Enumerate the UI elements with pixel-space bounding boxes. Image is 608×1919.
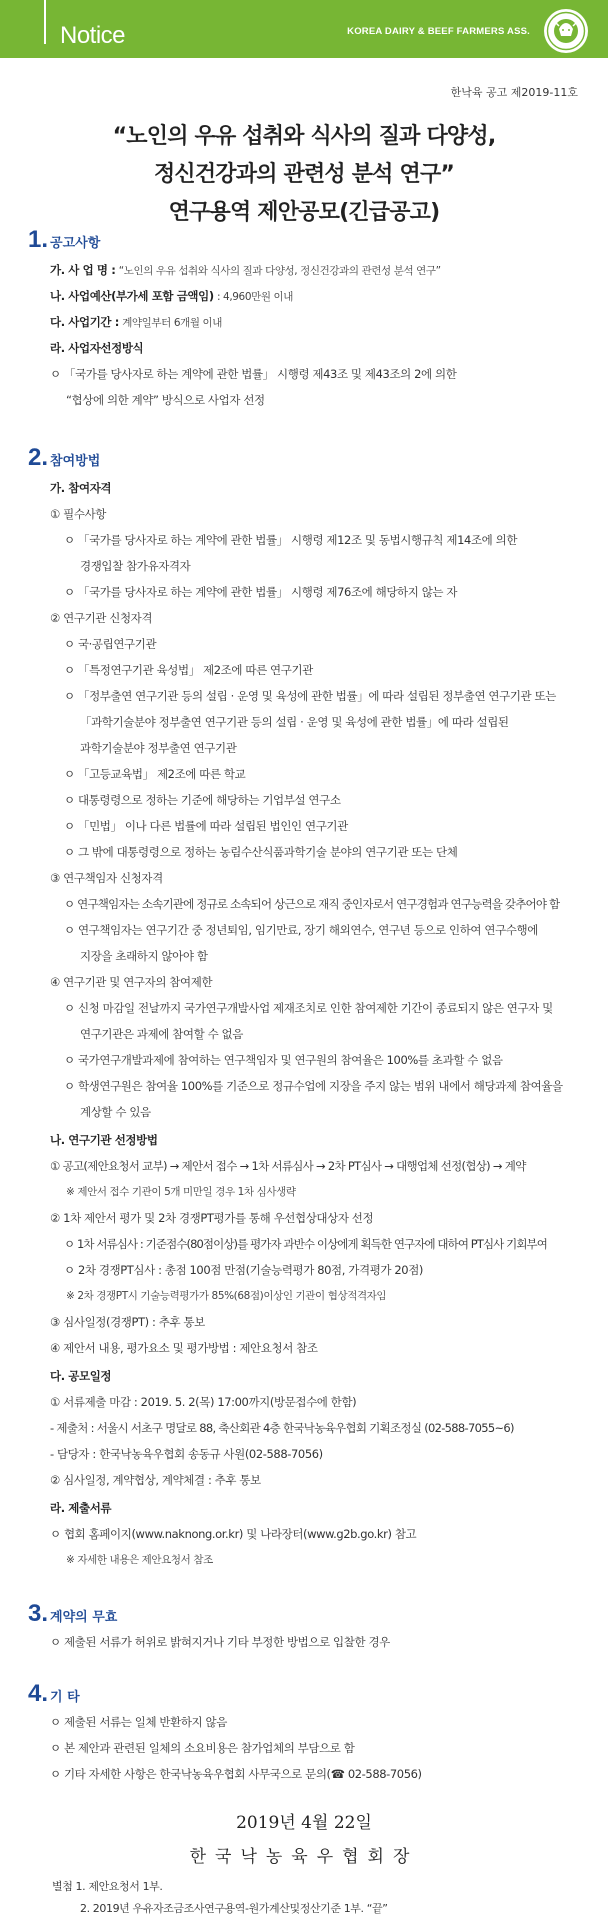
s2-n1-note: ※ 제안서 접수 기관이 5개 미만일 경우 1차 심사생략 [66,1186,296,1198]
item-label: 나. 사업예산(부가세 포함 금액임) [50,289,214,303]
s2-na: 나. 연구기관 선정방법 [50,1133,158,1147]
s2-q3a: ㅇ 연구책임자는 소속기관에 정규로 소속되어 상근으로 재직 중인자로서 연구경험과 연구능력을 갖추어야 함 [64,897,560,911]
s2-q1a-cont: 경쟁입찰 참가유자격자 [80,559,191,573]
s2-q2c-cont2: 과학기술분야 정부출연 연구기관 [80,741,237,755]
s2-q2a: ㅇ 국·공립연구기관 [64,637,157,651]
section-number: 3. [28,1600,49,1627]
s2-q1b: ㅇ 「국가를 당사자로 하는 계약에 관한 법률」 시행령 제76조에 해당하지 않는 자 [64,585,458,599]
section-number: 2. [28,444,49,471]
section-label: 계약의 무효 [50,1610,118,1625]
s2-ga: 가. 참여자격 [50,481,112,495]
title-line-3: 연구용역 제안공모(긴급공고) [168,200,440,225]
section-1-heading [28,226,100,254]
s2-n2a: ㅇ 1차 서류심사 : 기준점수(80점이상)를 평가자 과반수 이상에게 획득한 연구자에 대하여 PT심사 기회부여 [64,1237,547,1251]
attachment-1: 별첨 1. 제안요청서 1부. [52,1880,163,1893]
s2-q2: ② 연구기관 신청자격 [50,611,153,625]
s1-item-b [50,288,293,304]
notice-date: 2019년 4월 22일 [236,1813,372,1833]
section-label: 참여방법 [50,454,101,469]
s1-item-d-text-cont: “협상에 의한 계약” 방식으로 사업자 선정 [66,393,265,407]
s2-n2b: ㅇ 2차 경쟁PT심사 : 총점 100점 만점(기술능력평가 80점, 가격평가 20점) [64,1263,424,1277]
attachment-2: 2. 2019년 우유자조금조사연구용역-원가계산및정산기준 1부. “끝” [80,1902,388,1915]
section-label: 기 타 [50,1690,80,1705]
section-2-heading [28,444,100,472]
s3-item: ㅇ 제출된 서류가 허위로 밝혀지거나 기타 부정한 방법으로 입찰한 경우 [50,1635,390,1649]
s2-n4: ④ 제안서 내용, 평가요소 및 평가방법 : 제안요청서 참조 [50,1341,318,1355]
s4-item-3: ㅇ 기타 자세한 사항은 한국낙농육우협회 사무국으로 문의(☎ 02-588-7056) [50,1767,422,1781]
item-text: : 4,960만원 이내 [216,291,294,303]
header-banner [0,0,608,58]
s2-q1a: ㅇ 「국가를 당사자로 하는 계약에 관한 법률」 시행령 제12조 및 동법시행규칙 제14조에 의한 [64,533,518,547]
s2-ra: 라. 제출서류 [50,1501,112,1515]
s2-q2b: ㅇ 「특정연구기관 육성법」 제2조에 따른 연구기관 [64,663,313,677]
header-org-name: KOREA DAIRY & BEEF FARMERS ASS. [347,26,530,37]
s2-da: 다. 공모일정 [50,1369,112,1383]
s2-q2f: ㅇ 「민법」 이나 다른 법률에 따라 설립된 법인인 연구기관 [64,819,348,833]
s2-r1-note: ※ 자세한 내용은 제안요청서 참조 [66,1554,213,1566]
s2-d1-contact: - 담당자 : 한국낙농육우협회 송동규 사원(02-588-7056) [50,1447,323,1461]
document-number: 한낙육 공고 제2019-11호 [450,86,578,99]
s2-q4a: ㅇ 신청 마감일 전날까지 국가연구개발사업 제재조치로 인한 참여제한 기간이 종료되지 않은 연구자 및 [64,1001,553,1015]
item-text: 계약일부터 6개월 이내 [122,317,223,329]
s1-item-a [50,262,441,278]
s2-q3b-cont: 지장을 초래하지 않아야 함 [80,949,208,963]
s1-item-d-text: ㅇ 「국가를 당사자로 하는 계약에 관한 법률」 시행령 제43조 및 제43조의 2에 의한 [50,367,457,381]
s2-d1-submission: - 제출처 : 서울시 서초구 명달로 88, 축산회관 4층 한국낙농육우협회 기획조정실 (02-588-7055~6) [50,1421,514,1435]
s2-n3: ③ 심사일정(경쟁PT) : 추후 통보 [50,1315,205,1329]
s2-r1: ㅇ 협회 홈페이지(www.naknong.or.kr) 및 나라장터(www.g2b.go.kr) 참고 [50,1527,417,1541]
notice-signer: 한국낙농육우협회장 [189,1847,419,1867]
item-text: “노인의 우유 섭취와 식사의 질과 다양성, 정신건강과의 관련성 분석 연구” [118,265,441,277]
section-number: 1. [28,226,49,253]
s2-q3b: ㅇ 연구책임자는 연구기간 중 정년퇴임, 임기만료, 장기 해외연수, 연구년 등으로 인하여 연구수행에 [64,923,538,937]
s2-q2d: ㅇ 「고등교육법」 제2조에 따른 학교 [64,767,246,781]
section-4-heading [28,1680,80,1708]
s2-n1: ① 공고(제안요청서 교부) → 제안서 접수 → 1차 서류심사 → 2차 PT심사 → 대행업체 선정(협상) → 계약 [50,1159,526,1173]
s2-q4c: ㅇ 학생연구원은 참여율 100%를 기준으로 정규수업에 지장을 주지 않는 범위 내에서 해당과제 참여율을 [64,1079,563,1093]
s2-q4b: ㅇ 국가연구개발과제에 참여하는 연구책임자 및 연구원의 참여율은 100%를 초과할 수 없음 [64,1053,503,1067]
title-line-1: “노인의 우유 섭취와 식사의 질과 다양성, [112,124,496,149]
s2-q4a-cont: 연구기관은 과제에 참여할 수 없음 [80,1027,243,1041]
s2-d2: ② 심사일정, 계약협상, 계약체결 : 추후 통보 [50,1473,261,1487]
association-logo-icon [542,7,590,55]
s4-item-2: ㅇ 본 제안과 관련된 일체의 소요비용은 참가업체의 부담으로 함 [50,1741,355,1755]
s2-q2g: ㅇ 그 밖에 대통령령으로 정하는 농림수산식품과학기술 분야의 연구기관 또는 단체 [64,845,458,859]
s2-q4c-cont: 계상할 수 있음 [80,1105,151,1119]
section-3-heading [28,1600,117,1628]
s2-n2: ② 1차 제안서 평가 및 2차 경쟁PT평가를 통해 우선협상대상자 선정 [50,1211,374,1225]
s1-item-d: 라. 사업자선정방식 [50,341,144,355]
header-title: Notice [60,22,126,49]
s1-item-c [50,314,222,330]
s2-q2e: ㅇ 대통령령으로 정하는 기준에 해당하는 기업부설 연구소 [64,793,341,807]
s4-item-1: ㅇ 제출된 서류는 일체 반환하지 않음 [50,1715,227,1729]
s2-q3: ③ 연구책임자 신청자격 [50,871,163,885]
s2-q1: ① 필수사항 [50,507,107,521]
section-number: 4. [28,1680,49,1707]
s2-q2c: ㅇ 「정부출연 연구기관 등의 설립 · 운영 및 육성에 관한 법률」에 따라 설립된 정부출연 연구기관 또는 [64,689,556,703]
s2-d1: ① 서류제출 마감 : 2019. 5. 2(목) 17:00까지(방문접수에 한함) [50,1395,357,1409]
s2-q4: ④ 연구기관 및 연구자의 참여제한 [50,975,213,989]
header-divider [44,0,46,44]
section-label: 공고사항 [50,236,101,251]
s2-n2-note: ※ 2차 경쟁PT시 기술능력평가가 85%(68점)이상인 기관이 협상적격자임 [66,1290,387,1302]
s2-q2c-cont1: 「과학기술분야 정부출연 연구기관 등의 설립 · 운영 및 육성에 관한 법률」에 따라 설립된 [80,715,509,729]
item-label: 다. 사업기간 : [50,315,119,329]
title-line-2: 정신건강과의 관련성 분석 연구” [153,162,455,187]
item-label: 가. 사 업 명 : [50,263,116,277]
page-title [0,118,608,232]
